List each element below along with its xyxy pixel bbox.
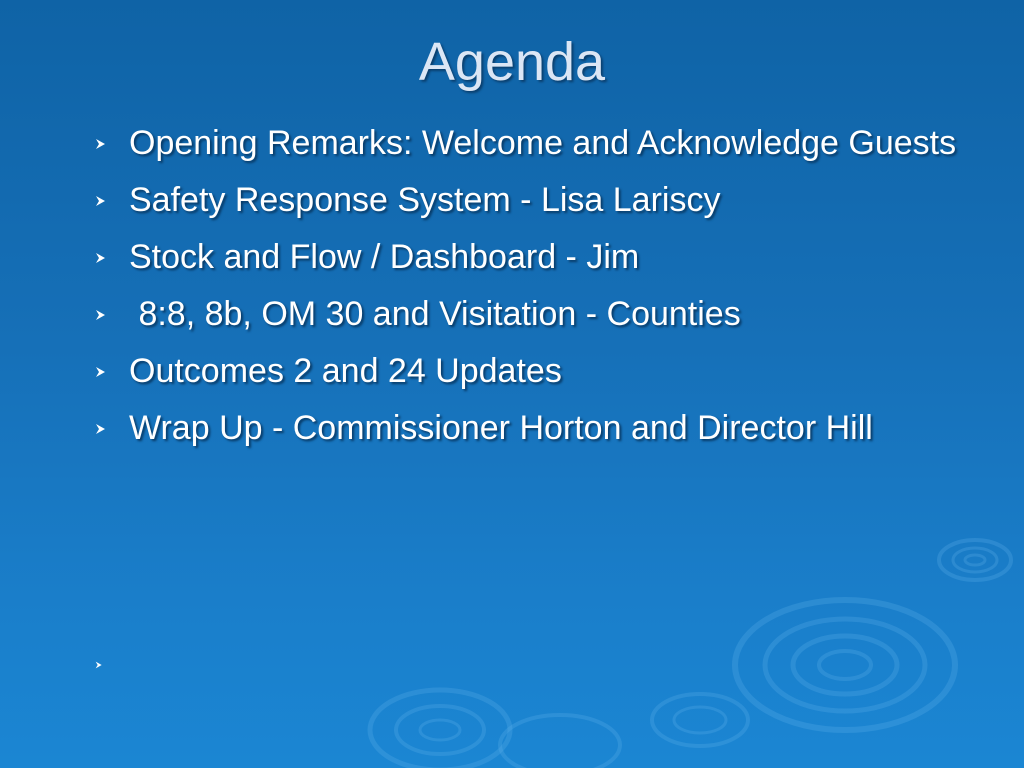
agenda-item [95,234,995,280]
agenda-item [95,177,995,223]
agenda-item-text: Stock and Flow / Dashboard - Jim [129,238,640,276]
agenda-list [95,120,995,462]
arrow-bullet-icon [95,291,109,337]
arrow-bullet-icon [95,348,109,394]
arrow-bullet-icon [95,405,109,451]
arrow-bullet-icon [95,120,109,166]
empty-arrow-bullet-icon [95,656,107,668]
agenda-item [95,405,995,451]
agenda-item-text: Safety Response System - Lisa Lariscy [129,181,721,219]
agenda-item [95,348,995,394]
agenda-item-text: Wrap Up - Commissioner Horton and Director Hill [129,409,873,447]
agenda-item-text: Outcomes 2 and 24 Updates [129,352,562,390]
arrow-bullet-icon [95,234,109,280]
agenda-item-text: Opening Remarks: Welcome and Acknowledge Guests [129,124,957,162]
arrow-bullet-icon [95,177,109,223]
agenda-item [95,291,995,337]
agenda-item [95,120,995,166]
agenda-item-text: 8:8, 8b, OM 30 and Visitation - Counties [129,295,741,333]
slide-title: Agenda [418,32,606,92]
